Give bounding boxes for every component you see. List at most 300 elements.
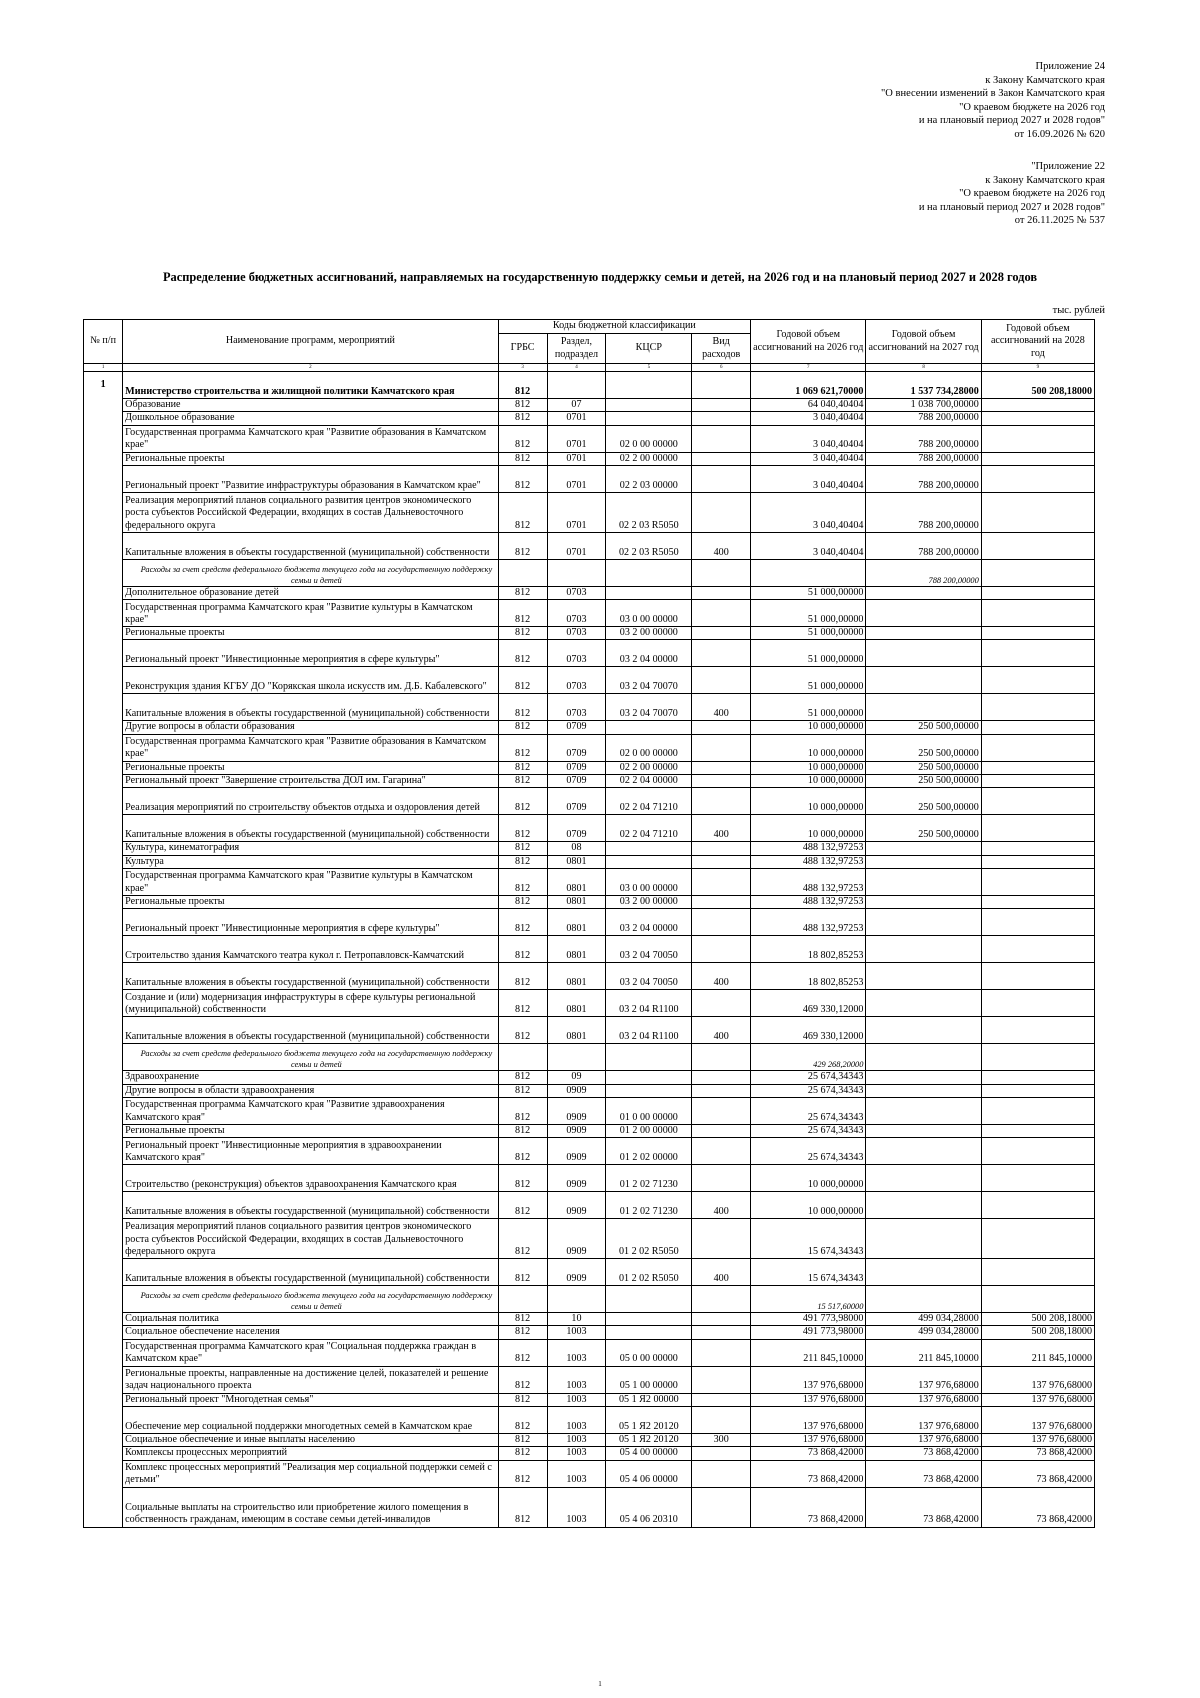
row-name: Капитальные вложения в объекты государственной (муниципальной) собственности [123, 963, 498, 990]
row-grbs: 812 [498, 667, 547, 694]
row-razdel [547, 559, 606, 586]
row-kcsr: 01 2 02 R5050 [606, 1219, 692, 1259]
row-vid [692, 855, 751, 868]
row-amount-2027: 211 845,10000 [866, 1339, 981, 1366]
row-grbs: 812 [498, 694, 547, 721]
row-name: Региональный проект "Многодетная семья" [123, 1393, 498, 1406]
row-amount-2026: 51 000,00000 [751, 640, 866, 667]
row-vid [692, 1044, 751, 1071]
row-amount-2027 [866, 895, 981, 908]
row-name: Государственная программа Камчатского края "Развитие культуры в Камчатском крае" [123, 600, 498, 627]
row-vid: 400 [692, 963, 751, 990]
row-razdel: 0801 [547, 936, 606, 963]
row-grbs: 812 [498, 1192, 547, 1219]
row-vid [692, 990, 751, 1017]
page-number: 1 [598, 1680, 602, 1688]
table-row [84, 667, 1095, 694]
row-name: Министерство строительства и жилищной политики Камчатского края [123, 372, 498, 399]
row-amount-2027 [866, 963, 981, 990]
row-kcsr: 05 1 Я2 20120 [606, 1407, 692, 1434]
row-name: Реализация мероприятий планов социального развития центров экономического роста субъектов Российской Федерации, входящих в состав Дальневосточного федерального округа [123, 492, 498, 532]
row-grbs: 812 [498, 895, 547, 908]
row-amount-2028 [981, 1219, 1094, 1259]
row-amount-2026: 25 674,34343 [751, 1124, 866, 1137]
row-vid [692, 559, 751, 586]
row-grbs: 812 [498, 868, 547, 895]
row-amount-2028 [981, 694, 1094, 721]
row-razdel: 0909 [547, 1165, 606, 1192]
row-kcsr [606, 372, 692, 399]
row-amount-2027 [866, 586, 981, 599]
row-razdel: 0801 [547, 868, 606, 895]
header-line: "О внесении изменений в Закон Камчатского края [881, 88, 1105, 100]
row-grbs: 812 [498, 532, 547, 559]
row-razdel: 0909 [547, 1138, 606, 1165]
table-row [84, 452, 1095, 465]
row-amount-2028 [981, 734, 1094, 761]
row-razdel: 10 [547, 1313, 606, 1326]
row-name: Социальная политика [123, 1313, 498, 1326]
row-amount-2027 [866, 1259, 981, 1286]
row-razdel: 0909 [547, 1192, 606, 1219]
table-row [84, 694, 1095, 721]
row-amount-2026: 15 517,60000 [751, 1286, 866, 1313]
table-row [84, 1487, 1095, 1527]
row-amount-2027: 137 976,68000 [866, 1434, 981, 1447]
row-amount-2028: 500 208,18000 [981, 372, 1094, 399]
row-razdel: 07 [547, 399, 606, 412]
row-amount-2026: 3 040,40404 [751, 452, 866, 465]
row-razdel: 0801 [547, 895, 606, 908]
row-name: Обеспечение мер социальной поддержки многодетных семей в Камчатском крае [123, 1407, 498, 1434]
row-amount-2026: 1 069 621,70000 [751, 372, 866, 399]
row-kcsr: 02 2 00 00000 [606, 452, 692, 465]
table-row [84, 1434, 1095, 1447]
column-number: 5 [606, 364, 692, 372]
row-vid: 400 [692, 1259, 751, 1286]
row-amount-2027 [866, 600, 981, 627]
row-name: Строительство здания Камчатского театра кукол г. Петропавловск-Камчатский [123, 936, 498, 963]
row-kcsr: 05 0 00 00000 [606, 1339, 692, 1366]
row-name: Реализация мероприятий планов социального развития центров экономического роста субъектов Российской Федерации, входящих в состав Дальневосточного федерального округа [123, 1219, 498, 1259]
row-amount-2026: 25 674,34343 [751, 1097, 866, 1124]
row-amount-2027 [866, 1124, 981, 1137]
col-header-2027: Годовой объем ассигнований на 2027 год [866, 320, 981, 364]
row-amount-2027 [866, 667, 981, 694]
row-kcsr: 03 2 04 70050 [606, 963, 692, 990]
table-row [84, 815, 1095, 842]
appendix-header-old [919, 160, 1105, 228]
row-vid [692, 842, 751, 855]
column-number: 2 [123, 364, 498, 372]
row-grbs: 812 [498, 1366, 547, 1393]
row-kcsr: 03 2 04 00000 [606, 909, 692, 936]
row-razdel: 0709 [547, 815, 606, 842]
row-amount-2028 [981, 1044, 1094, 1071]
row-amount-2026: 488 132,97253 [751, 842, 866, 855]
row-amount-2027: 788 200,00000 [866, 492, 981, 532]
row-vid [692, 1487, 751, 1527]
row-grbs: 812 [498, 372, 547, 399]
row-razdel: 0709 [547, 775, 606, 788]
row-amount-2026: 64 040,40404 [751, 399, 866, 412]
header-line: "О краевом бюджете на 2026 год [959, 101, 1105, 113]
row-vid [692, 667, 751, 694]
row-razdel: 1003 [547, 1434, 606, 1447]
row-amount-2027 [866, 1017, 981, 1044]
row-name: Капитальные вложения в объекты государственной (муниципальной) собственности [123, 532, 498, 559]
row-kcsr: 01 2 02 R5050 [606, 1259, 692, 1286]
table-row [84, 1407, 1095, 1434]
row-amount-2027 [866, 909, 981, 936]
row-vid: 400 [692, 1017, 751, 1044]
row-name: Социальные выплаты на строительство или приобретение жилого помещения в собственность гражданам, имеющим в составе семьи детей-инвалидов [123, 1487, 498, 1527]
row-amount-2026: 3 040,40404 [751, 492, 866, 532]
row-amount-2026: 3 040,40404 [751, 465, 866, 492]
row-kcsr: 02 2 03 R5050 [606, 492, 692, 532]
row-vid [692, 895, 751, 908]
row-grbs: 812 [498, 412, 547, 425]
column-number-row [84, 364, 1095, 372]
row-name: Региональные проекты [123, 895, 498, 908]
row-razdel: 0701 [547, 492, 606, 532]
row-amount-2026: 10 000,00000 [751, 788, 866, 815]
row-grbs: 812 [498, 842, 547, 855]
row-amount-2027 [866, 1071, 981, 1084]
row-razdel: 1003 [547, 1460, 606, 1487]
row-name: Создание и (или) модернизация инфраструктуры в сфере культуры региональной (муниципальной) собственности [123, 990, 498, 1017]
row-vid [692, 425, 751, 452]
row-razdel [547, 1044, 606, 1071]
header-line: и на плановый период 2027 и 2028 годов" [918, 115, 1105, 127]
column-number: 1 [84, 364, 123, 372]
row-name: Региональный проект "Развитие инфраструктуры образования в Камчатском крае" [123, 465, 498, 492]
row-grbs: 812 [498, 465, 547, 492]
row-kcsr: 03 2 00 00000 [606, 627, 692, 640]
note-row [84, 1044, 1095, 1071]
table-row [84, 640, 1095, 667]
table-row [84, 1138, 1095, 1165]
row-amount-2028: 500 208,18000 [981, 1326, 1094, 1339]
row-vid [692, 640, 751, 667]
row-amount-2026: 491 773,98000 [751, 1313, 866, 1326]
table-row [84, 627, 1095, 640]
row-kcsr: 02 2 04 00000 [606, 775, 692, 788]
row-amount-2027: 788 200,00000 [866, 465, 981, 492]
row-amount-2027: 250 500,00000 [866, 721, 981, 734]
row-razdel: 0909 [547, 1097, 606, 1124]
row-amount-2027: 788 200,00000 [866, 425, 981, 452]
row-amount-2026: 10 000,00000 [751, 734, 866, 761]
row-grbs: 812 [498, 640, 547, 667]
row-amount-2027 [866, 1192, 981, 1219]
table-row [84, 600, 1095, 627]
row-name: Региональные проекты [123, 627, 498, 640]
row-amount-2027 [866, 1084, 981, 1097]
row-razdel: 1003 [547, 1447, 606, 1460]
row-kcsr: 01 2 02 00000 [606, 1138, 692, 1165]
row-vid [692, 1326, 751, 1339]
row-name: Другие вопросы в области образования [123, 721, 498, 734]
row-grbs [498, 1286, 547, 1313]
col-header-name: Наименование программ, мероприятий [123, 320, 498, 364]
col-header-2026: Годовой объем ассигнований на 2026 год [751, 320, 866, 364]
row-amount-2026: 73 868,42000 [751, 1447, 866, 1460]
row-name: Региональные проекты [123, 452, 498, 465]
row-amount-2028 [981, 936, 1094, 963]
row-amount-2028 [981, 963, 1094, 990]
row-amount-2028 [981, 559, 1094, 586]
row-name: Социальное обеспечение и иные выплаты населению [123, 1434, 498, 1447]
row-amount-2028 [981, 855, 1094, 868]
row-amount-2027: 250 500,00000 [866, 815, 981, 842]
row-vid [692, 1219, 751, 1259]
row-amount-2028 [981, 1192, 1094, 1219]
row-grbs: 812 [498, 990, 547, 1017]
row-razdel: 1003 [547, 1487, 606, 1527]
table-row [84, 868, 1095, 895]
row-kcsr [606, 1084, 692, 1097]
row-vid [692, 734, 751, 761]
row-amount-2026: 73 868,42000 [751, 1460, 866, 1487]
row-kcsr: 01 0 00 00000 [606, 1097, 692, 1124]
row-grbs: 812 [498, 721, 547, 734]
row-kcsr: 02 2 04 71210 [606, 788, 692, 815]
row-name: Государственная программа Камчатского края "Развитие культуры в Камчатском крае" [123, 868, 498, 895]
row-amount-2028 [981, 990, 1094, 1017]
row-vid [692, 868, 751, 895]
row-kcsr: 02 2 03 R5050 [606, 532, 692, 559]
row-kcsr: 03 0 00 00000 [606, 868, 692, 895]
table-row [84, 1017, 1095, 1044]
row-amount-2028: 73 868,42000 [981, 1487, 1094, 1527]
row-vid [692, 1097, 751, 1124]
table-row [84, 1447, 1095, 1460]
row-grbs: 812 [498, 452, 547, 465]
row-razdel: 1003 [547, 1393, 606, 1406]
row-vid [692, 1460, 751, 1487]
row-vid [692, 909, 751, 936]
units-label: тыс. рублей [1052, 305, 1105, 316]
row-amount-2026: 137 976,68000 [751, 1434, 866, 1447]
row-amount-2026: 51 000,00000 [751, 694, 866, 721]
row-vid [692, 465, 751, 492]
row-kcsr: 02 0 00 00000 [606, 425, 692, 452]
row-name: Государственная программа Камчатского края "Социальная поддержка граждан в Камчатском крае" [123, 1339, 498, 1366]
row-vid [692, 600, 751, 627]
row-amount-2027: 788 200,00000 [866, 559, 981, 586]
row-amount-2028 [981, 452, 1094, 465]
row-name: Здравоохранение [123, 1071, 498, 1084]
row-grbs: 812 [498, 963, 547, 990]
row-amount-2028: 137 976,68000 [981, 1393, 1094, 1406]
row-amount-2026: 137 976,68000 [751, 1393, 866, 1406]
row-name: Социальное обеспечение населения [123, 1326, 498, 1339]
row-name: Комплекс процессных мероприятий "Реализация мер социальной поддержки семей с детьми" [123, 1460, 498, 1487]
row-amount-2026: 51 000,00000 [751, 600, 866, 627]
row-razdel: 0709 [547, 761, 606, 774]
row-grbs: 812 [498, 1124, 547, 1137]
row-amount-2027 [866, 1044, 981, 1071]
row-amount-2026: 491 773,98000 [751, 1326, 866, 1339]
row-kcsr: 03 2 04 00000 [606, 640, 692, 667]
row-name: Региональный проект "Инвестиционные мероприятия в сфере культуры" [123, 640, 498, 667]
row-amount-2028: 500 208,18000 [981, 1313, 1094, 1326]
row-amount-2028 [981, 761, 1094, 774]
row-name: Региональный проект "Завершение строительства ДОЛ им. Гагарина" [123, 775, 498, 788]
row-grbs: 812 [498, 1447, 547, 1460]
row-kcsr: 03 0 00 00000 [606, 600, 692, 627]
row-vid [692, 1407, 751, 1434]
row-grbs: 812 [498, 1407, 547, 1434]
row-kcsr: 03 2 00 00000 [606, 895, 692, 908]
row-amount-2026: 18 802,85253 [751, 963, 866, 990]
row-name: Капитальные вложения в объекты государственной (муниципальной) собственности [123, 1017, 498, 1044]
col-header-number: № п/п [84, 320, 123, 364]
row-amount-2027 [866, 1138, 981, 1165]
row-amount-2027: 137 976,68000 [866, 1366, 981, 1393]
table-row [84, 721, 1095, 734]
row-amount-2028 [981, 465, 1094, 492]
note-row [84, 559, 1095, 586]
row-amount-2026: 18 802,85253 [751, 936, 866, 963]
table-row [84, 1071, 1095, 1084]
table-row [84, 936, 1095, 963]
row-grbs [498, 1044, 547, 1071]
row-vid [692, 452, 751, 465]
row-vid [692, 1366, 751, 1393]
row-razdel: 0703 [547, 627, 606, 640]
table-row [84, 1393, 1095, 1406]
row-razdel: 0703 [547, 586, 606, 599]
row-amount-2026: 25 674,34343 [751, 1084, 866, 1097]
header-line: и на плановый период 2027 и 2028 годов" [918, 201, 1105, 213]
row-amount-2028 [981, 1017, 1094, 1044]
row-name: Капитальные вложения в объекты государственной (муниципальной) собственности [123, 694, 498, 721]
row-kcsr [606, 1286, 692, 1313]
row-grbs: 812 [498, 492, 547, 532]
row-kcsr [606, 1071, 692, 1084]
row-kcsr [606, 399, 692, 412]
row-kcsr: 05 4 06 00000 [606, 1460, 692, 1487]
row-grbs: 812 [498, 1487, 547, 1527]
row-name: Другие вопросы в области здравоохранения [123, 1084, 498, 1097]
row-grbs: 812 [498, 1138, 547, 1165]
row-amount-2028 [981, 492, 1094, 532]
row-name: Региональные проекты, направленные на достижение целей, показателей и решение задач национального проекта [123, 1366, 498, 1393]
row-amount-2027: 250 500,00000 [866, 775, 981, 788]
table-row [84, 775, 1095, 788]
row-amount-2027: 73 868,42000 [866, 1460, 981, 1487]
row-grbs: 812 [498, 909, 547, 936]
table-row [84, 734, 1095, 761]
row-razdel: 0701 [547, 532, 606, 559]
row-amount-2026: 429 268,20000 [751, 1044, 866, 1071]
row-amount-2028 [981, 721, 1094, 734]
row-amount-2027 [866, 990, 981, 1017]
row-kcsr [606, 586, 692, 599]
row-vid [692, 1393, 751, 1406]
row-amount-2027: 73 868,42000 [866, 1447, 981, 1460]
row-razdel: 0801 [547, 855, 606, 868]
row-amount-2028 [981, 842, 1094, 855]
row-amount-2027: 499 034,28000 [866, 1326, 981, 1339]
budget-table [83, 319, 1095, 1528]
row-vid [692, 586, 751, 599]
row-grbs: 812 [498, 1071, 547, 1084]
row-amount-2028: 211 845,10000 [981, 1339, 1094, 1366]
row-amount-2026: 3 040,40404 [751, 425, 866, 452]
column-number: 9 [981, 364, 1094, 372]
col-header-2028: Годовой объем ассигнований на 2028 год [981, 320, 1094, 364]
row-vid [692, 1447, 751, 1460]
table-row [84, 761, 1095, 774]
table-row [84, 1084, 1095, 1097]
row-razdel: 1003 [547, 1339, 606, 1366]
row-kcsr: 03 2 04 70050 [606, 936, 692, 963]
row-amount-2028 [981, 775, 1094, 788]
table-row [84, 1460, 1095, 1487]
row-vid [692, 372, 751, 399]
row-grbs: 812 [498, 1313, 547, 1326]
row-amount-2027 [866, 1219, 981, 1259]
row-amount-2027: 788 200,00000 [866, 532, 981, 559]
table-row [84, 1192, 1095, 1219]
row-amount-2026: 10 000,00000 [751, 721, 866, 734]
table-body [84, 372, 1095, 1528]
row-amount-2028: 137 976,68000 [981, 1366, 1094, 1393]
row-grbs [498, 559, 547, 586]
column-number: 6 [692, 364, 751, 372]
row-amount-2026: 73 868,42000 [751, 1487, 866, 1527]
row-amount-2027 [866, 1097, 981, 1124]
row-amount-2026: 51 000,00000 [751, 667, 866, 694]
row-vid [692, 492, 751, 532]
row-vid [692, 936, 751, 963]
row-amount-2028 [981, 788, 1094, 815]
row-amount-2028 [981, 600, 1094, 627]
row-amount-2028 [981, 1097, 1094, 1124]
row-grbs: 812 [498, 855, 547, 868]
row-name: Расходы за счет средств федерального бюджета текущего года на государственную поддержку семьи и детей [123, 1044, 498, 1071]
row-grbs: 812 [498, 1460, 547, 1487]
row-kcsr [606, 1326, 692, 1339]
row-amount-2028 [981, 1259, 1094, 1286]
row-razdel: 0703 [547, 667, 606, 694]
row-grbs: 812 [498, 1165, 547, 1192]
row-kcsr [606, 855, 692, 868]
row-grbs: 812 [498, 1097, 547, 1124]
table-row [84, 909, 1095, 936]
col-header-vid: Вид расходов [692, 334, 751, 364]
row-grbs: 812 [498, 1434, 547, 1447]
col-header-kcsr: КЦСР [606, 334, 692, 364]
row-razdel: 1003 [547, 1366, 606, 1393]
row-kcsr: 02 2 04 71210 [606, 815, 692, 842]
row-kcsr [606, 1044, 692, 1071]
row-vid [692, 412, 751, 425]
row-amount-2026: 10 000,00000 [751, 761, 866, 774]
row-grbs: 812 [498, 1084, 547, 1097]
row-amount-2026: 469 330,12000 [751, 990, 866, 1017]
table-row [84, 1313, 1095, 1326]
header-line: от 16.09.2026 № 620 [1014, 128, 1105, 140]
row-vid: 400 [692, 694, 751, 721]
document-title: Распределение бюджетных ассигнований, направляемых на государственную поддержку семьи и детей, на 2026 год и на плановый период 2027 и 2028 годов [162, 270, 1038, 284]
row-amount-2026: 51 000,00000 [751, 627, 866, 640]
column-number: 3 [498, 364, 547, 372]
row-vid [692, 721, 751, 734]
